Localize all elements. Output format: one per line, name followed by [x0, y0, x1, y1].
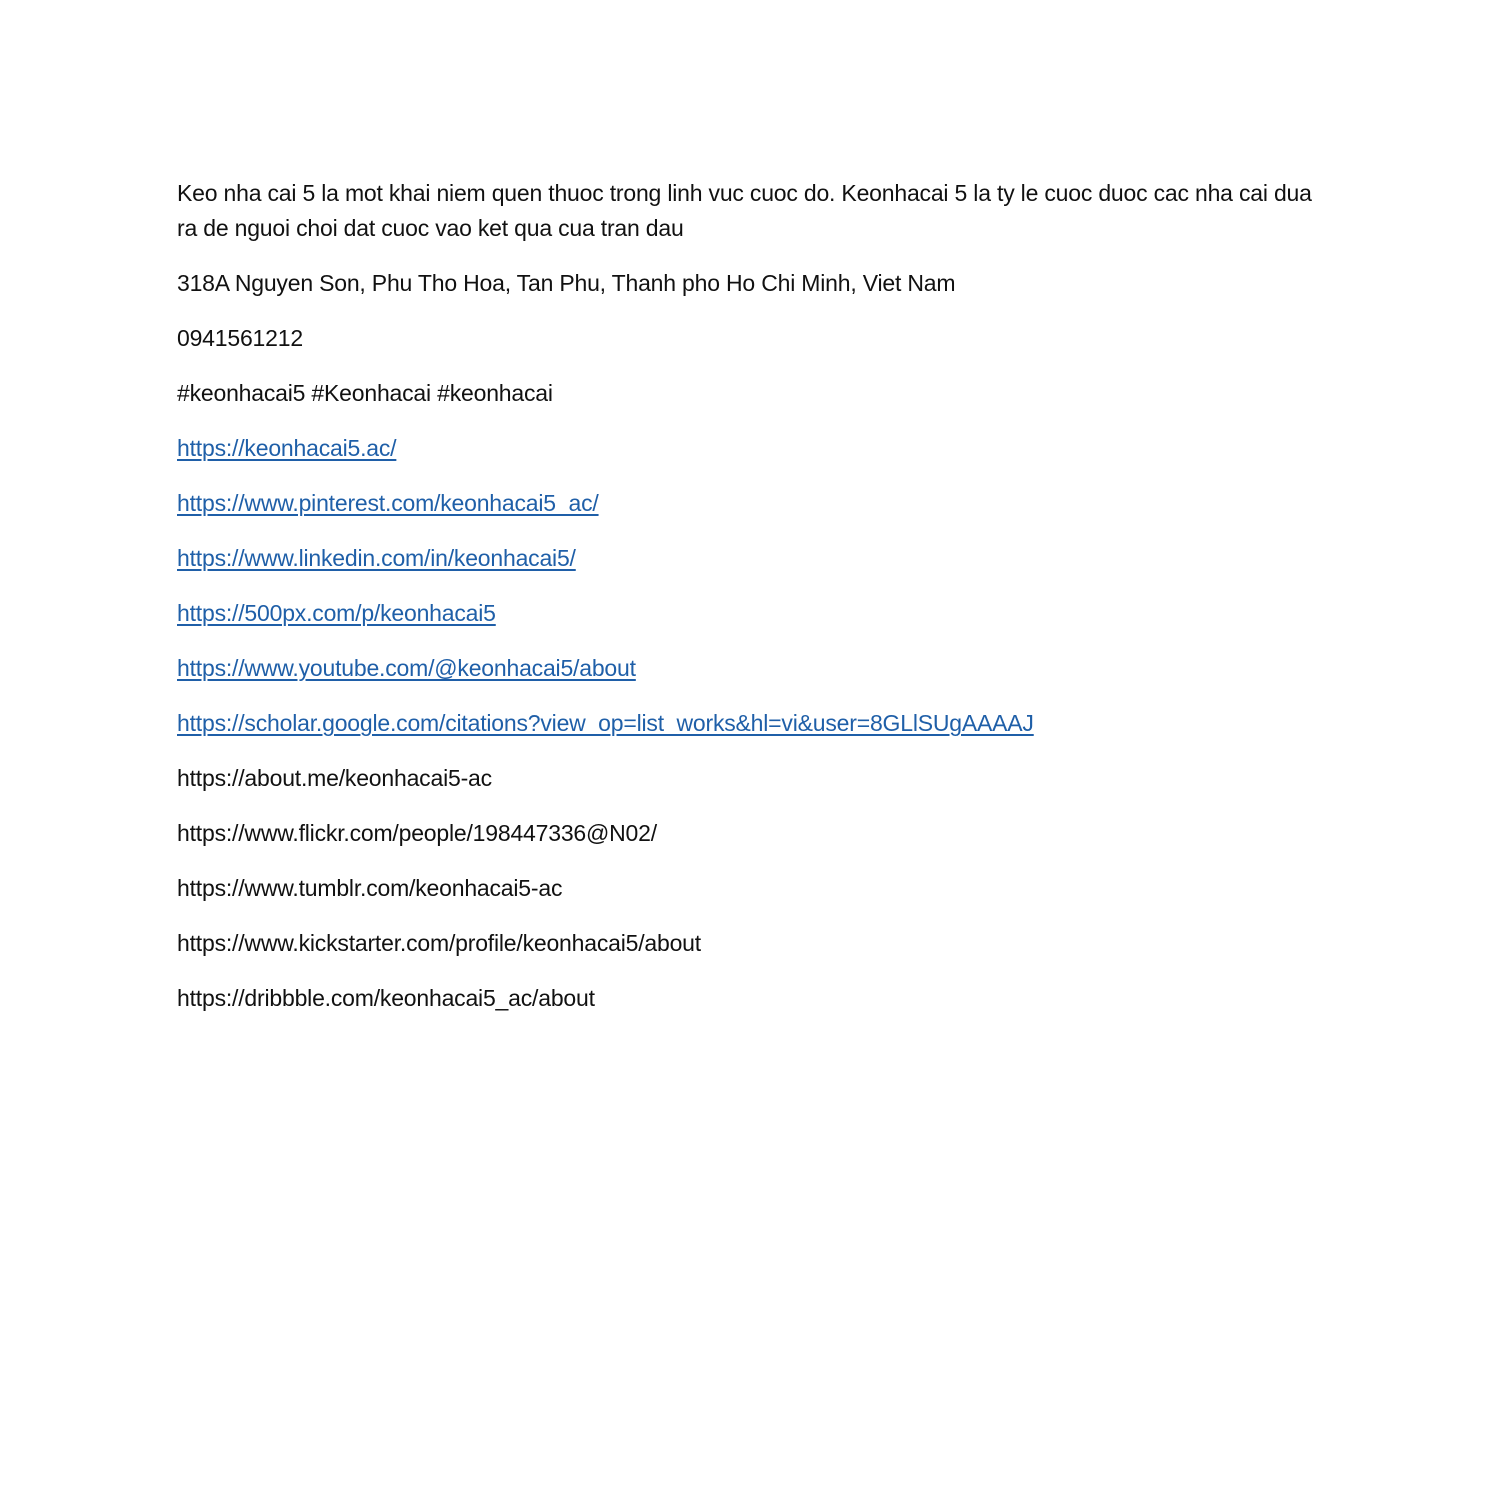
intro-paragraph: Keo nha cai 5 la mot khai niem quen thuoc trong linh vuc cuoc do. Keonhacai 5 la ty le cuoc duoc cac nha cai dua ra de nguoi choi dat cuoc vao ket qua cua tran dau: [177, 180, 1312, 241]
url-about-me: https://about.me/keonhacai5-ac: [177, 765, 492, 791]
document-page: [177, 176, 1327, 1016]
address-text: 318A Nguyen Son, Phu Tho Hoa, Tan Phu, Thanh pho Ho Chi Minh, Viet Nam: [177, 270, 956, 296]
link-500px[interactable]: https://500px.com/p/keonhacai5: [177, 600, 496, 626]
link-linkedin[interactable]: https://www.linkedin.com/in/keonhacai5/: [177, 545, 576, 571]
url-tumblr: https://www.tumblr.com/keonhacai5-ac: [177, 875, 563, 901]
url-dribbble: https://dribbble.com/keonhacai5_ac/about: [177, 985, 595, 1011]
url-flickr: https://www.flickr.com/people/198447336@N02/: [177, 820, 657, 846]
hashtags-text: #keonhacai5 #Keonhacai #keonhacai: [177, 380, 553, 406]
link-google-scholar[interactable]: https://scholar.google.com/citations?view_op=list_works&hl=vi&user=8GLlSUgAAAAJ: [177, 710, 1034, 736]
link-pinterest[interactable]: https://www.pinterest.com/keonhacai5_ac/: [177, 490, 599, 516]
phone-number: 0941561212: [177, 325, 303, 351]
link-keonhacai5-website[interactable]: https://keonhacai5.ac/: [177, 435, 397, 461]
url-kickstarter: https://www.kickstarter.com/profile/keonhacai5/about: [177, 930, 701, 956]
link-youtube[interactable]: https://www.youtube.com/@keonhacai5/about: [177, 655, 636, 681]
